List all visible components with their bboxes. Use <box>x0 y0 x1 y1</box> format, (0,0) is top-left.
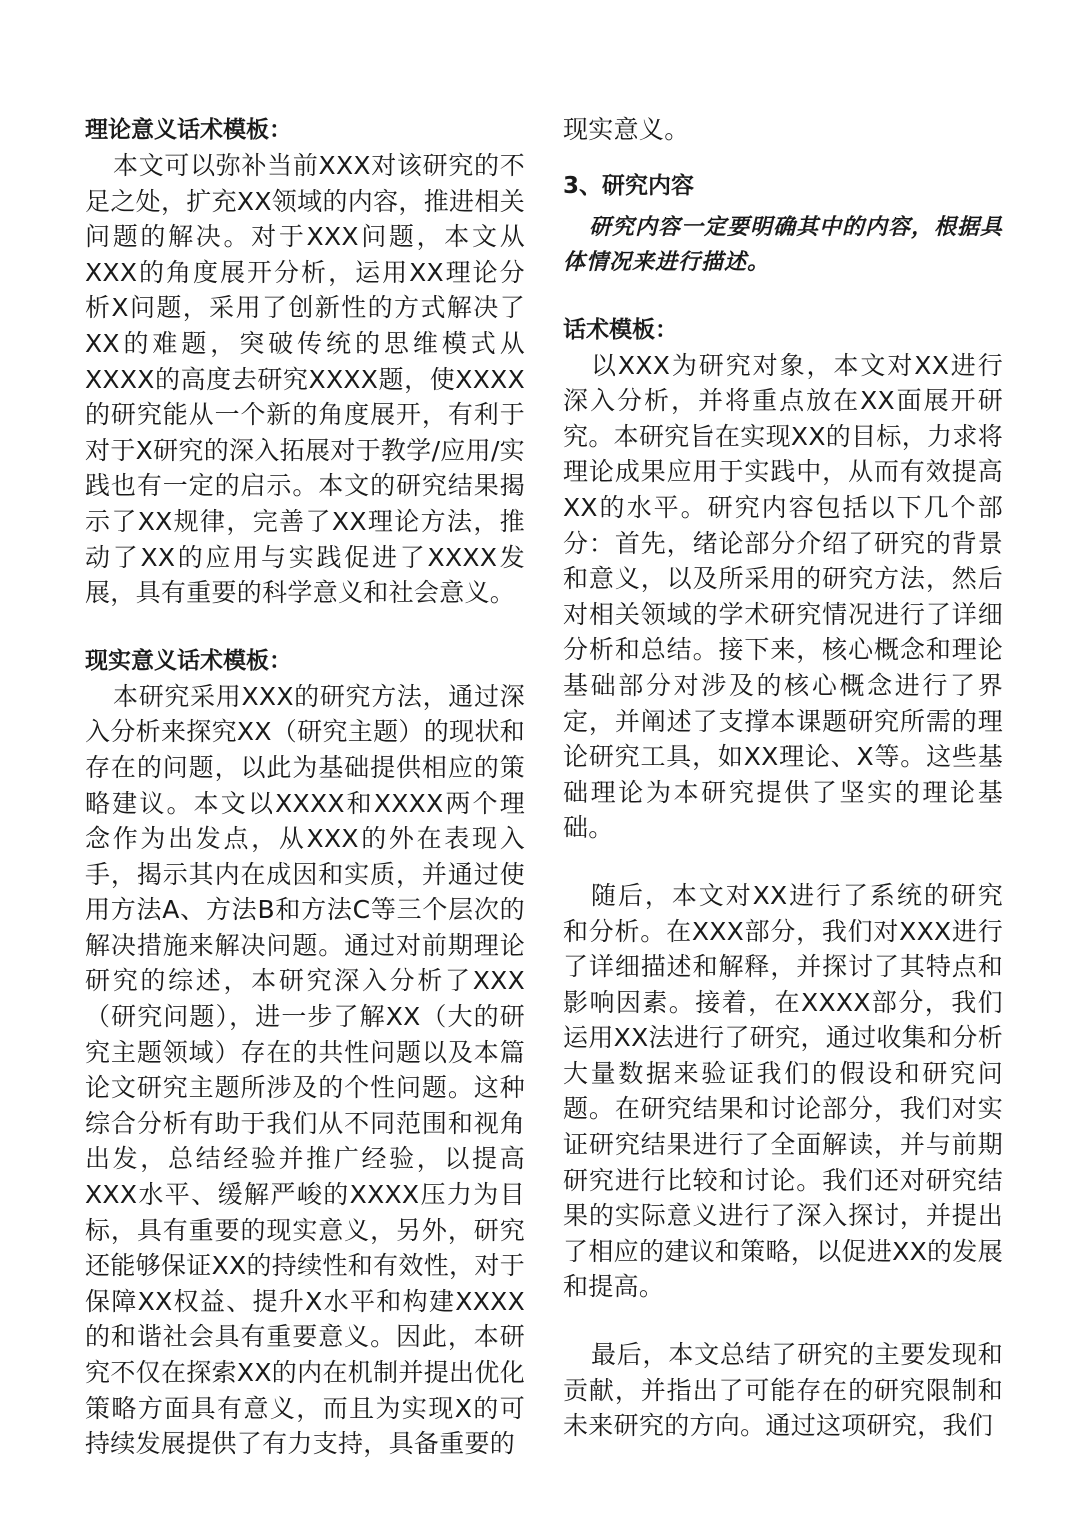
spacer <box>563 280 1003 312</box>
practical-heading: 现实意义话术模板： <box>85 647 292 674</box>
section-heading: 3、研究内容 <box>563 172 695 199</box>
spacer <box>563 846 1003 878</box>
right-column <box>563 112 1003 1444</box>
left-column <box>85 112 525 1462</box>
research-content-paragraph-2: 随后，本文对XX进行了系统的研究和分析。在XXX部分，我们对XXX进行了详细描述和解释，并探讨了其特点和影响因素。接着，在XXXX部分，我们运用XX法进行了研究，通过收集和分析大量数据来验证我们的假设和研究问题。在研究结果和讨论部分，我们对实证研究结果进行了全面解读，并与前期研究进行比较和讨论。我们还对研究结果的实际意义进行了深入探讨，并提出了相应的建议和策略，以促进XX的发展和提高。 <box>563 880 1003 1302</box>
research-content-paragraph-3: 最后，本文总结了研究的主要发现和贡献，并指出了可能存在的研究限制和未来研究的方向。通过这项研究，我们 <box>563 1340 1003 1441</box>
spacer <box>85 611 525 643</box>
theory-heading: 理论意义话术模板： <box>85 117 292 143</box>
spacer <box>563 148 1003 168</box>
practical-paragraph: 本研究采用XXX的研究方法，通过深入分析来探究XX（研究主题）的现状和存在的问题，以此为基础提供相应的策略建议。本文以XXXX和XXXX两个理念作为出发点，从XXX的外在表现入手，揭示其内在成因和实质，并通过使用方法A、方法B和方法C等三个层次的解决措施来解决问题。通过对前期理论研究的综述，本研究深入分析了XXX（研究问题），进一步了解XX（大的研究主题领域）存在的共性问题以及本篇论文研究主题所涉及的个性问题。这种综合分析有助于我们从不同范围和视角出发，总结经验并推广经验，以提高XXX水平、缓解严峻的XXXX压力为目标，具有重要的现实意义，另外，研究还能够保证XX的持续性和有效性，对于保障XX权益、提升X水平和构建XXXX的和谐社会具有重要意义。因此，本研究不仅在探索XX的内在机制并提出优化策略方面具有意义，而且为实现X的可持续发展提供了有力支持，具备重要的 <box>85 681 525 1459</box>
spacer <box>563 1305 1003 1337</box>
theory-paragraph: 本文可以弥补当前XXX对该研究的不足之处，扩充XX领域的内容，推进相关问题的解决。对于XXX问题，本文从XXX的角度展开分析，运用XX理论分析X问题，采用了创新性的方式解决了XX的难题，突破传统的思维模式从XXXX的高度去研究XXXX题，使XXXX的研究能从一个新的角度展开，有利于对于X研究的深入拓展对于教学/应用/实践也有一定的启示。本文的研究结果揭示了XX规律，完善了XX理论方法，推动了XX的应用与实践促进了XXXX发展，具有重要的科学意义和社会意义。 <box>85 151 525 608</box>
continuation-text: 现实意义。 <box>563 115 690 144</box>
section-note: 研究内容一定要明确其中的内容，根据具体情况来进行描述。 <box>563 213 1004 275</box>
research-content-paragraph-1: 以XXX为研究对象，本文对XX进行深入分析，并将重点放在XX面展开研究。本研究旨在实现XX的目标，力求将理论成果应用于实践中，从而有效提高XX的水平。研究内容包括以下几个部分：首先，绪论部分介绍了研究的背景和意义，以及所采用的研究方法，然后对相关领域的学术研究情况进行了详细分析和总结。接下来，核心概念和理论基础部分对涉及的核心概念进行了界定，并阐述了支撑本课题研究所需的理论研究工具，如XX理论、X等。这些基础理论为本研究提供了坚实的理论基础。 <box>563 350 1003 843</box>
template-heading: 话术模板： <box>563 316 678 343</box>
